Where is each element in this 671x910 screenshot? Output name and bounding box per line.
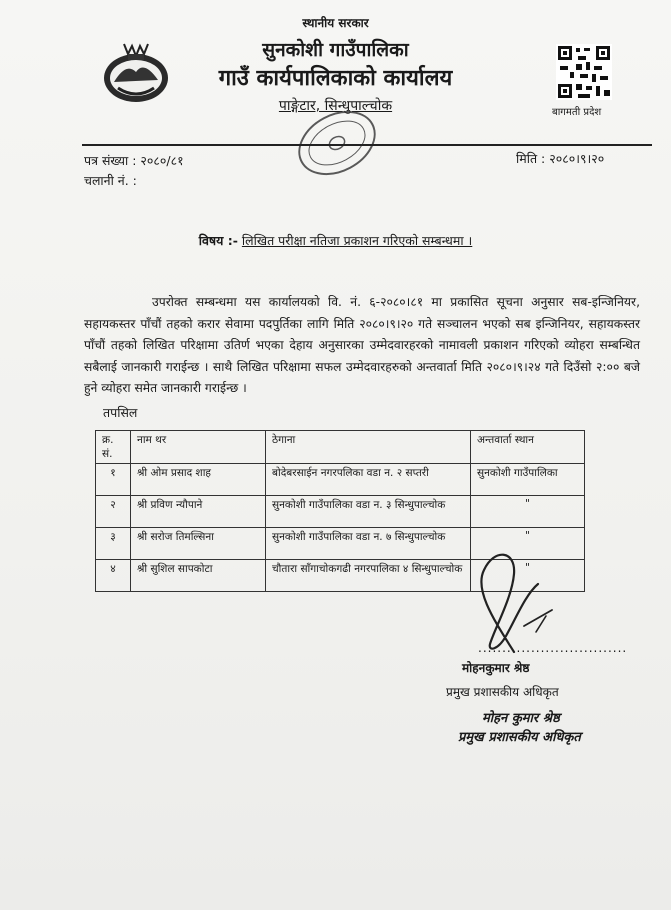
signatory-stamp-name: मोहन कुमार श्रेष्ठ xyxy=(482,711,560,726)
province-label: बागमती प्रदेश xyxy=(552,107,602,118)
letter-body: उपरोक्त सम्बन्धमा यस कार्यालयको वि. नं. ६-२०८०।८१ मा प्रकासित सूचना अनुसार सब-इन्जिनियर, सहायकस्तर पाँचौं तहको करार सेवामा पदपुर्तिका लागि मिति २०८०।९।२० गते सञ्चालन भएको सब इन्जिनियर, सहायकस्तर पाँचौं तहको लिखित परिक्षामा उतिर्ण भएका देहाय अनुसारका उम्मेदवारहरको नामावली प्रकाशन गरिएको व्योहरा सम्बन्धित सबैलाई जानकारी गराईन्छ । साथै लिखित परिक्षामा सफल उम्मेदवारहरुको अन्तवार्ता मिति २०८०।९।२४ गते दिउँसो २:०० बजे हुने व्योहरा समेत जानकारी गराईन्छ । xyxy=(84,295,640,395)
cell-address: चौतारा साँगाचोकगढी नगरपालिका ४ सिन्धुपाल्चोक xyxy=(266,560,471,592)
reference-number: पत्र संख्या : २०८०/८१ xyxy=(84,153,184,168)
signatory-title: प्रमुख प्रशासकीय अधिकृत xyxy=(446,685,559,699)
cell-serial: २ xyxy=(96,496,131,528)
table-row xyxy=(96,464,585,496)
letter-date: मिति : २०८०।९।२० xyxy=(516,151,605,166)
signature-line: ............................... xyxy=(478,641,628,655)
table-header-row xyxy=(96,431,585,464)
header-divider xyxy=(82,144,652,146)
cell-venue: " xyxy=(471,496,585,528)
cell-address: सुनकोशी गाउँपालिका वडा न. ७ सिन्धुपाल्चोक xyxy=(266,528,471,560)
cell-serial: ३ xyxy=(96,528,131,560)
cell-address: बोदेबरसाईन नगरपलिका वडा न. २ सप्तरी xyxy=(266,464,471,496)
cell-name: श्री सुशिल सापकोटा xyxy=(131,560,266,592)
cell-venue: सुनकोशी गाउँपालिका xyxy=(471,464,585,496)
cell-venue: " xyxy=(471,528,585,560)
cell-address: सुनकोशी गाउँपालिका वडा न. ३ सिन्धुपाल्चोक xyxy=(266,496,471,528)
header-local-government: स्थानीय सरकार xyxy=(302,16,369,30)
annex-label: तपसिल xyxy=(103,405,138,420)
cell-serial: १ xyxy=(96,464,131,496)
cell-venue: " xyxy=(471,560,585,592)
subject-text: लिखित परीक्षा नतिजा प्रकाशन गरिएको सम्बन्धमा । xyxy=(241,233,473,248)
signatory-name: मोहनकुमार श्रेष्ठ xyxy=(462,661,530,675)
cell-name: श्री ओम प्रसाद शाह xyxy=(131,464,266,496)
subject-label: विषय :- xyxy=(198,233,238,248)
signatory-stamp-title: प्रमुख प्रशासकीय अधिकृत xyxy=(458,730,581,745)
header-address: पाङ्गेटार, सिन्धुपाल्चोक xyxy=(278,98,393,114)
table-row xyxy=(96,496,585,528)
col-header-interview-venue: अन्तवार्ता स्थान xyxy=(471,431,585,464)
col-header-address: ठेगाना xyxy=(266,431,471,464)
cell-serial: ४ xyxy=(96,560,131,592)
office-stamp-icon xyxy=(288,100,386,186)
header-municipality: सुनकोशी गाउँपालिका xyxy=(262,39,409,61)
col-header-name: नाम थर xyxy=(131,431,266,464)
col-header-serial: क्र. सं. xyxy=(96,431,131,464)
header-office: गाउँ कार्यपालिकाको कार्यालय xyxy=(218,66,453,91)
cell-name: श्री सरोज तिमल्सिना xyxy=(131,528,266,560)
dispatch-number: चलानी नं. : xyxy=(84,173,137,188)
cell-name: श्री प्रविण न्यौपाने xyxy=(131,496,266,528)
subject-line xyxy=(0,232,671,249)
